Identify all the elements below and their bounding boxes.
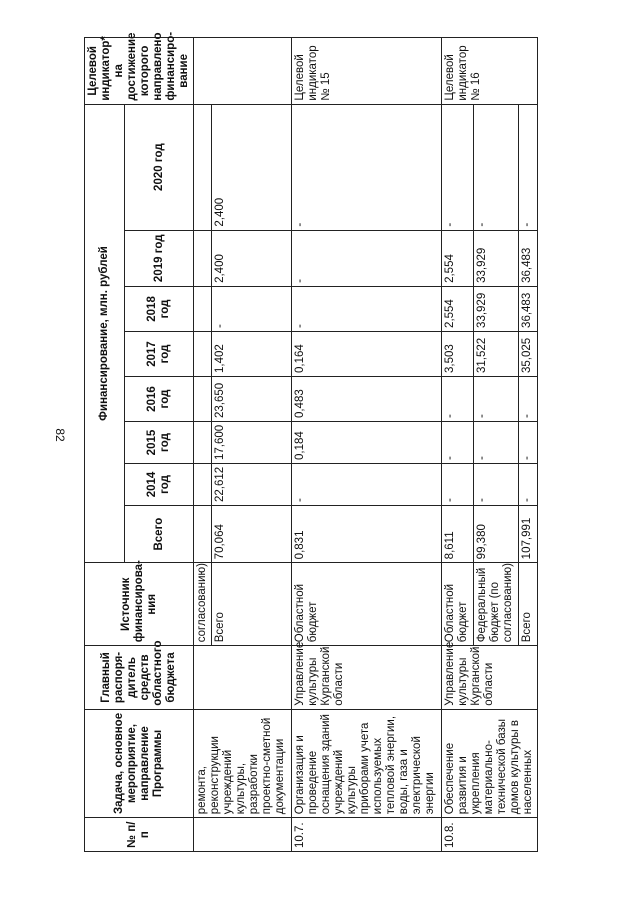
header-financing: Финансирование, млн. рублей — [85, 104, 125, 563]
cell-2015: - — [519, 422, 538, 464]
cell-source: Всего — [519, 563, 538, 646]
header-2020: 2020 год — [125, 104, 194, 230]
cell-task: Обеспечение развития и укрепления материально-технической базы домов культуры в населенных — [442, 709, 538, 818]
table-row — [194, 38, 212, 852]
cell-2016: - — [519, 377, 538, 422]
cell-2020: 2,400 — [212, 104, 292, 230]
cell-2017: 1,402 — [212, 331, 292, 376]
header-row-1 — [85, 38, 125, 852]
cell-2018: 2,554 — [442, 286, 474, 331]
header-2017: 2017 год — [125, 331, 194, 376]
cell-2014: - — [519, 464, 538, 506]
cell-2020: - — [519, 104, 538, 230]
cell-num: 10.8. — [442, 818, 538, 852]
cell-manager — [194, 646, 292, 709]
cell-2019: 2,554 — [442, 230, 474, 286]
header-2018: 2018 год — [125, 286, 194, 331]
cell-total: 99,380 — [474, 505, 519, 562]
header-2016: 2016 год — [125, 377, 194, 422]
cell-manager: Управление культуры Курганской области — [292, 646, 442, 709]
cell-2019: - — [292, 230, 442, 286]
header-2015: 2015 год — [125, 422, 194, 464]
cell-2015: - — [442, 422, 474, 464]
header-manager: Главный распоря-дитель средств областного бюджета — [85, 646, 194, 709]
cell-2015: - — [474, 422, 519, 464]
cell-total: 0,831 — [292, 505, 442, 562]
header-task: Задача, основное мероприятие, направление Программы — [85, 709, 194, 818]
table-row — [292, 38, 442, 852]
cell-total — [194, 505, 212, 562]
cell-task: Организация и проведение оснащения зданий учреждений культуры приборами учета используемых тепловой энергии, воды, газа и электрической энергии — [292, 709, 442, 818]
cell-2015: 0,184 — [292, 422, 442, 464]
cell-total: 8,611 — [442, 505, 474, 562]
cell-2014: - — [442, 464, 474, 506]
cell-source: Областной бюджет — [442, 563, 474, 646]
cell-2014: - — [292, 464, 442, 506]
cell-2020: - — [442, 104, 474, 230]
cell-indicator: Целевой индикатор № 15 — [292, 38, 442, 105]
financing-table — [84, 31, 538, 852]
cell-2016 — [194, 377, 212, 422]
header-source: Источник финансирова-ния — [85, 563, 194, 646]
cell-2014: 22,612 — [212, 464, 292, 506]
cell-indicator: Целевой индикатор № 16 — [442, 38, 538, 105]
cell-total: 107,991 — [519, 505, 538, 562]
cell-num — [194, 818, 292, 852]
cell-source: Федеральный бюджет (по согласованию) — [474, 563, 519, 646]
cell-2020 — [194, 104, 212, 230]
cell-source: Всего — [212, 563, 292, 646]
cell-2014: - — [474, 464, 519, 506]
cell-task: ремонта, реконструкции учреждений культуры, разработки проектно-сметной документации — [194, 709, 292, 818]
cell-2018: 36,483 — [519, 286, 538, 331]
cell-2019 — [194, 230, 212, 286]
cell-2018: 33,929 — [474, 286, 519, 331]
cell-2018: - — [212, 286, 292, 331]
header-2019: 2019 год — [125, 230, 194, 286]
header-total: Всего — [125, 505, 194, 562]
cell-2015 — [194, 422, 212, 464]
cell-2019: 36,483 — [519, 230, 538, 286]
cell-2015: 17,600 — [212, 422, 292, 464]
rotated-table-container — [84, 31, 628, 852]
cell-2017: 3,503 — [442, 331, 474, 376]
cell-source: Областной бюджет — [292, 563, 442, 646]
cell-total: 70,064 — [212, 505, 292, 562]
page-number: 82 — [53, 428, 67, 442]
cell-2017 — [194, 331, 212, 376]
cell-2020: - — [474, 104, 519, 230]
header-indicator: Целевой индикатор* на достижение которого направлено финансиро-вание — [85, 38, 194, 105]
header-2014: 2014 год — [125, 464, 194, 506]
cell-2019: 2,400 — [212, 230, 292, 286]
cell-2020: - — [292, 104, 442, 230]
cell-num: 10.7. — [292, 818, 442, 852]
cell-2016: - — [442, 377, 474, 422]
header-num: № п/п — [85, 818, 194, 852]
cell-2019: 33,929 — [474, 230, 519, 286]
cell-indicator — [194, 38, 292, 105]
cell-manager: Управление культуры Курганской области — [442, 646, 538, 709]
table-row — [442, 38, 474, 852]
cell-2017: 31,522 — [474, 331, 519, 376]
cell-2016: 23,650 — [212, 377, 292, 422]
cell-2018: - — [292, 286, 442, 331]
cell-2014 — [194, 464, 212, 506]
cell-2016: 0,483 — [292, 377, 442, 422]
cell-source: согласованию) — [194, 563, 212, 646]
cell-2018 — [194, 286, 212, 331]
cell-2017: 0,164 — [292, 331, 442, 376]
cell-2016: - — [474, 377, 519, 422]
cell-2017: 35,025 — [519, 331, 538, 376]
